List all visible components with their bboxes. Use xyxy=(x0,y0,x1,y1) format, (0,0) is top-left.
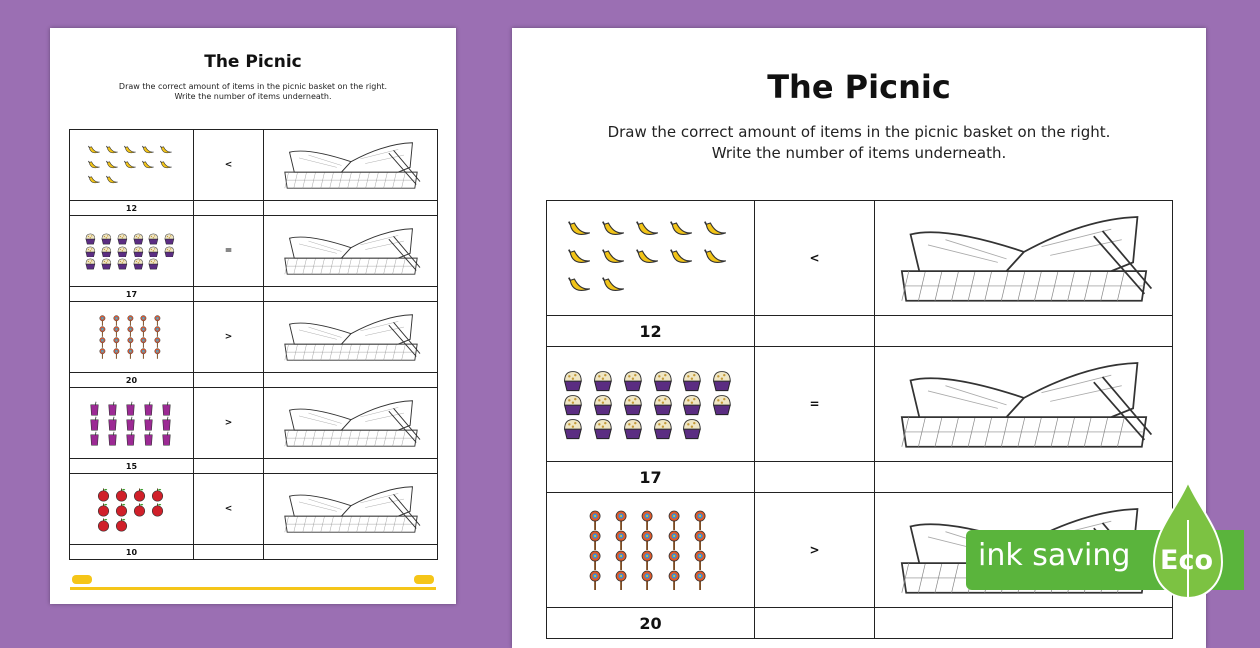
comparison-symbol: > xyxy=(194,302,264,373)
item-count: 20 xyxy=(547,608,755,639)
cupcake-icon xyxy=(561,392,585,416)
apple-icon xyxy=(150,487,165,502)
lollipop-icon xyxy=(138,348,149,359)
cupcake-icon xyxy=(116,245,129,258)
cupcake-icon xyxy=(621,392,645,416)
basket-cell xyxy=(264,474,438,545)
banana-icon xyxy=(123,143,138,158)
cupcake-icon xyxy=(84,232,97,245)
cupcake-icon xyxy=(100,257,113,270)
lollipop-icon xyxy=(637,530,657,550)
count-row xyxy=(70,201,438,216)
items-grid xyxy=(70,232,193,270)
cupcake-icon xyxy=(100,245,113,258)
lollipop-icon xyxy=(138,326,149,337)
basket-count-blank[interactable] xyxy=(264,201,438,216)
cupcake-icon xyxy=(100,232,113,245)
lollipop-icon xyxy=(97,326,108,337)
picnic-basket-icon xyxy=(879,210,1169,306)
count-row xyxy=(547,316,1173,347)
basket-count-blank[interactable] xyxy=(264,545,438,560)
table-row xyxy=(70,302,438,373)
lollipop-icon xyxy=(97,348,108,359)
banana-icon xyxy=(87,173,102,188)
instruction-line-1: Draw the correct amount of items in the picnic basket on the right. xyxy=(607,123,1111,141)
cupcake-icon xyxy=(116,232,129,245)
cupcake-icon xyxy=(163,245,176,258)
banana-icon xyxy=(702,244,730,272)
picnic-basket-icon xyxy=(268,397,434,449)
banana-icon xyxy=(634,244,662,272)
drink-icon xyxy=(105,431,120,446)
lollipop-icon xyxy=(664,510,684,530)
picnic-basket-icon xyxy=(268,483,434,535)
items-cell xyxy=(70,302,194,373)
cupcake-icon xyxy=(680,368,704,392)
cupcake-icon xyxy=(651,416,675,440)
banana-icon xyxy=(159,158,174,173)
comparison-symbol: < xyxy=(194,474,264,545)
answer-blank[interactable] xyxy=(194,201,264,216)
item-count: 12 xyxy=(70,201,194,216)
lollipop-icon xyxy=(611,570,631,590)
items-grid xyxy=(547,510,754,591)
apple-icon xyxy=(96,487,111,502)
cupcake-icon xyxy=(710,392,734,416)
cupcake-icon xyxy=(651,392,675,416)
drink-icon xyxy=(87,416,102,431)
cupcake-icon xyxy=(132,245,145,258)
lollipop-icon xyxy=(664,570,684,590)
lollipop-icon xyxy=(585,550,605,570)
items-cell xyxy=(70,216,194,287)
items-grid xyxy=(70,143,193,188)
cupcake-icon xyxy=(621,368,645,392)
worksheet-instructions xyxy=(512,122,1206,164)
drink-icon xyxy=(141,431,156,446)
table-row xyxy=(547,347,1173,462)
count-row xyxy=(547,608,1173,639)
apple-icon xyxy=(114,502,129,517)
cupcake-icon xyxy=(147,245,160,258)
apple-icon xyxy=(114,487,129,502)
picnic-table xyxy=(69,129,438,560)
drink-icon xyxy=(159,431,174,446)
lollipop-icon xyxy=(690,550,710,570)
lollipop-icon xyxy=(611,530,631,550)
drink-icon xyxy=(123,416,138,431)
lollipop-icon xyxy=(585,510,605,530)
lollipop-icon xyxy=(111,315,122,326)
banana-icon xyxy=(105,143,120,158)
eco-label: Eco xyxy=(1160,545,1213,576)
banana-icon xyxy=(141,143,156,158)
lollipop-icon xyxy=(125,348,136,359)
instruction-line-2: Write the number of items underneath. xyxy=(174,92,332,101)
banana-icon xyxy=(87,158,102,173)
banana-icon xyxy=(123,158,138,173)
items-cell xyxy=(70,130,194,201)
banana-icon xyxy=(159,143,174,158)
banana-icon xyxy=(600,272,628,300)
drink-icon xyxy=(105,401,120,416)
apple-icon xyxy=(96,502,111,517)
items-grid xyxy=(547,368,754,439)
lollipop-icon xyxy=(664,550,684,570)
answer-blank[interactable] xyxy=(755,316,875,347)
logo-icon xyxy=(72,575,92,584)
comparison-symbol: = xyxy=(194,216,264,287)
lollipop-icon xyxy=(111,337,122,348)
count-row xyxy=(70,459,438,474)
basket-count-blank[interactable] xyxy=(264,287,438,302)
cupcake-icon xyxy=(561,368,585,392)
lollipop-icon xyxy=(611,550,631,570)
cupcake-icon xyxy=(561,416,585,440)
items-grid xyxy=(547,216,754,300)
drink-icon xyxy=(159,416,174,431)
table-row xyxy=(70,130,438,201)
basket-cell xyxy=(264,302,438,373)
basket-cell xyxy=(875,347,1173,462)
item-count: 17 xyxy=(547,462,755,493)
answer-blank[interactable] xyxy=(194,459,264,474)
cupcake-icon xyxy=(680,416,704,440)
cupcake-icon xyxy=(621,416,645,440)
basket-count-blank[interactable] xyxy=(875,462,1173,493)
cupcake-icon xyxy=(132,232,145,245)
table-row xyxy=(70,474,438,545)
instruction-line-2: Write the number of items underneath. xyxy=(711,144,1007,162)
drink-icon xyxy=(87,401,102,416)
lollipop-icon xyxy=(125,315,136,326)
items-grid xyxy=(70,401,193,446)
cupcake-icon xyxy=(147,257,160,270)
cupcake-icon xyxy=(591,368,615,392)
basket-count-blank[interactable] xyxy=(264,373,438,388)
banana-icon xyxy=(600,216,628,244)
answer-blank[interactable] xyxy=(755,462,875,493)
lollipop-icon xyxy=(138,337,149,348)
banana-icon xyxy=(566,244,594,272)
count-row xyxy=(547,462,1173,493)
count-row xyxy=(70,287,438,302)
lollipop-icon xyxy=(152,337,163,348)
footer-bar xyxy=(70,587,436,590)
lollipop-icon xyxy=(690,530,710,550)
comparison-symbol: = xyxy=(755,347,875,462)
basket-count-blank[interactable] xyxy=(875,608,1173,639)
worksheet-title: The Picnic xyxy=(204,52,302,72)
lollipop-icon xyxy=(611,510,631,530)
drink-icon xyxy=(87,431,102,446)
banana-icon xyxy=(105,173,120,188)
lollipop-icon xyxy=(97,315,108,326)
banana-icon xyxy=(600,244,628,272)
item-count: 10 xyxy=(70,545,194,560)
comparison-symbol: > xyxy=(194,388,264,459)
table-row xyxy=(70,216,438,287)
worksheet-preview-small xyxy=(50,28,456,604)
banana-icon xyxy=(566,272,594,300)
banana-icon xyxy=(141,158,156,173)
picnic-basket-icon xyxy=(268,311,434,363)
basket-count-blank[interactable] xyxy=(875,316,1173,347)
lollipop-icon xyxy=(637,570,657,590)
banana-icon xyxy=(702,216,730,244)
table-row xyxy=(547,201,1173,316)
lollipop-icon xyxy=(152,348,163,359)
lollipop-icon xyxy=(152,326,163,337)
lollipop-icon xyxy=(690,570,710,590)
items-cell xyxy=(70,388,194,459)
banana-icon xyxy=(668,216,696,244)
lollipop-icon xyxy=(637,550,657,570)
worksheet-title: The Picnic xyxy=(767,68,951,106)
answer-blank[interactable] xyxy=(194,373,264,388)
cupcake-icon xyxy=(591,392,615,416)
drink-icon xyxy=(105,416,120,431)
cupcake-icon xyxy=(651,368,675,392)
item-count: 15 xyxy=(70,459,194,474)
banana-icon xyxy=(634,216,662,244)
lollipop-icon xyxy=(585,570,605,590)
items-cell xyxy=(547,201,755,316)
lollipop-icon xyxy=(125,326,136,337)
drink-icon xyxy=(123,431,138,446)
lollipop-icon xyxy=(664,530,684,550)
items-cell xyxy=(70,474,194,545)
drink-icon xyxy=(141,401,156,416)
banana-icon xyxy=(668,244,696,272)
count-row xyxy=(70,373,438,388)
lollipop-icon xyxy=(97,337,108,348)
basket-cell xyxy=(264,388,438,459)
cupcake-icon xyxy=(591,416,615,440)
basket-cell xyxy=(875,201,1173,316)
comparison-symbol: > xyxy=(755,493,875,608)
cupcake-icon xyxy=(84,257,97,270)
picnic-basket-icon xyxy=(879,356,1169,452)
lollipop-icon xyxy=(690,510,710,530)
apple-icon xyxy=(150,502,165,517)
lollipop-icon xyxy=(585,530,605,550)
drink-icon xyxy=(159,401,174,416)
items-cell xyxy=(547,347,755,462)
lollipop-icon xyxy=(125,337,136,348)
instruction-line-1: Draw the correct amount of items in the picnic basket on the right. xyxy=(118,82,388,91)
banana-icon xyxy=(566,216,594,244)
ink-saving-label: ink saving xyxy=(978,538,1131,573)
items-grid xyxy=(70,315,193,358)
banana-icon xyxy=(87,143,102,158)
basket-cell xyxy=(264,130,438,201)
cupcake-icon xyxy=(84,245,97,258)
lollipop-icon xyxy=(111,348,122,359)
lollipop-icon xyxy=(111,326,122,337)
answer-blank[interactable] xyxy=(194,287,264,302)
cupcake-icon xyxy=(163,232,176,245)
worksheet-instructions xyxy=(50,82,456,102)
comparison-symbol: < xyxy=(755,201,875,316)
item-count: 12 xyxy=(547,316,755,347)
lollipop-icon xyxy=(152,315,163,326)
item-count: 20 xyxy=(70,373,194,388)
items-cell xyxy=(547,493,755,608)
item-count: 17 xyxy=(70,287,194,302)
cupcake-icon xyxy=(680,392,704,416)
answer-blank[interactable] xyxy=(194,545,264,560)
cupcake-icon xyxy=(710,368,734,392)
picnic-basket-icon xyxy=(268,225,434,277)
count-row xyxy=(70,545,438,560)
cupcake-icon xyxy=(132,257,145,270)
picnic-basket-icon xyxy=(268,139,434,191)
banana-icon xyxy=(105,158,120,173)
drink-icon xyxy=(141,416,156,431)
comparison-symbol: < xyxy=(194,130,264,201)
items-grid xyxy=(70,487,193,532)
table-row xyxy=(70,388,438,459)
basket-cell xyxy=(264,216,438,287)
logo-icon xyxy=(414,575,434,584)
basket-count-blank[interactable] xyxy=(264,459,438,474)
apple-icon xyxy=(96,517,111,532)
lollipop-icon xyxy=(637,510,657,530)
apple-icon xyxy=(114,517,129,532)
drink-icon xyxy=(123,401,138,416)
lollipop-icon xyxy=(138,315,149,326)
cupcake-icon xyxy=(147,232,160,245)
cupcake-icon xyxy=(116,257,129,270)
apple-icon xyxy=(132,502,147,517)
answer-blank[interactable] xyxy=(755,608,875,639)
apple-icon xyxy=(132,487,147,502)
